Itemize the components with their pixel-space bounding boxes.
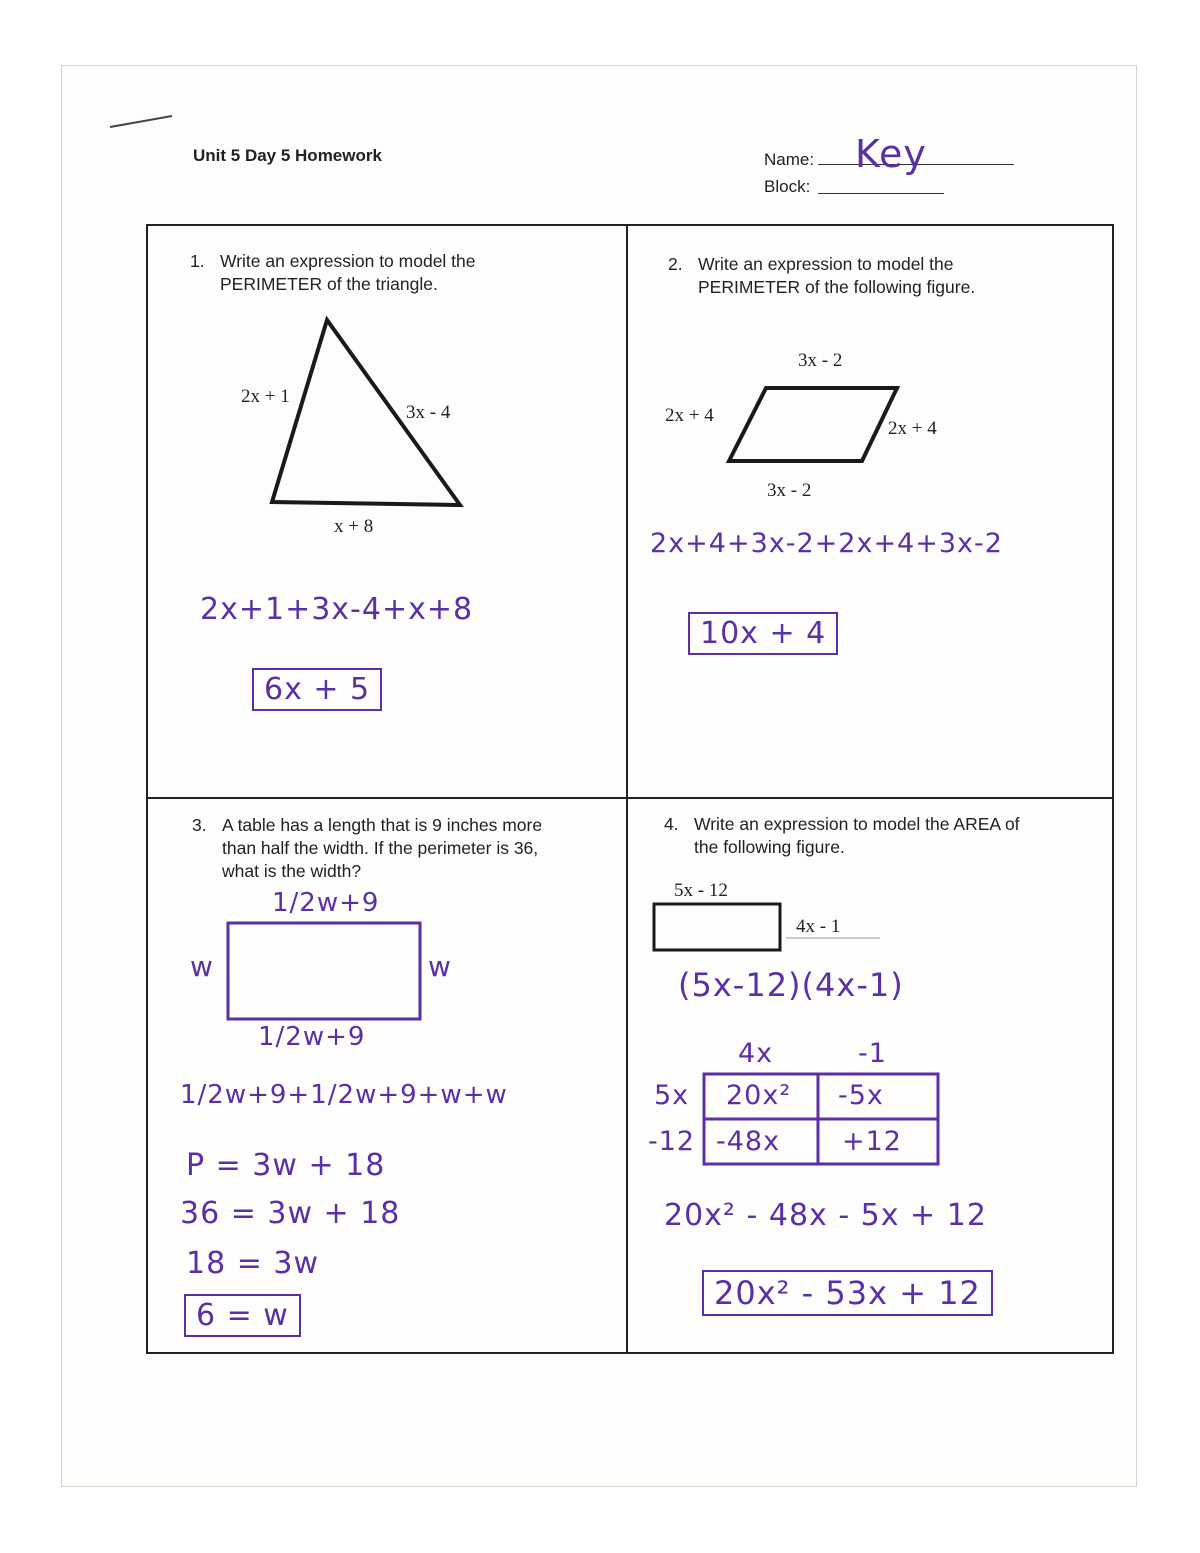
parallelogram-right: 2x + 4 bbox=[888, 418, 937, 439]
area-cell-22: +12 bbox=[842, 1126, 902, 1157]
area-row-1-header: 5x bbox=[654, 1080, 690, 1111]
parallelogram-top: 3x - 2 bbox=[798, 350, 843, 371]
q3-bottom-label: 1/2w+9 bbox=[258, 1022, 366, 1052]
q1-answer-box: 6x + 5 bbox=[252, 668, 382, 711]
q3-work-1: 1/2w+9+1/2w+9+w+w bbox=[180, 1080, 508, 1110]
q2-answer-box: 10x + 4 bbox=[688, 612, 838, 655]
worksheet-title: Unit 5 Day 5 Homework bbox=[193, 146, 382, 165]
q3-work-2: P = 3w + 18 bbox=[186, 1148, 386, 1183]
area-width-label: 4x - 1 bbox=[796, 916, 841, 937]
parallelogram-left: 2x + 4 bbox=[665, 405, 714, 426]
question-1-text: 1. Write an expression to model the PERIMETER of the triangle. bbox=[190, 251, 476, 294]
q3-answer-box: 6 = w bbox=[184, 1294, 301, 1337]
q2-work: 2x+4+3x-2+2x+4+3x-2 bbox=[650, 528, 1003, 559]
q3-work-3: 36 = 3w + 18 bbox=[180, 1196, 401, 1231]
area-cell-12: -5x bbox=[838, 1080, 884, 1111]
q3-work-4: 18 = 3w bbox=[186, 1246, 320, 1281]
triangle-side-right: 3x - 4 bbox=[406, 402, 451, 423]
name-label: Name: bbox=[764, 150, 815, 169]
triangle-side-left: 2x + 1 bbox=[241, 386, 290, 407]
q4-work-2: 20x² - 48x - 5x + 12 bbox=[664, 1198, 987, 1233]
q3-top-label: 1/2w+9 bbox=[272, 888, 380, 918]
question-3-text: 3. A table has a length that is 9 inches more than half the width. If the perimeter is 36, what is the width? bbox=[192, 815, 543, 881]
name-value: Key bbox=[855, 132, 927, 176]
q4-answer-box: 20x² - 53x + 12 bbox=[702, 1270, 993, 1316]
question-4-text: 4. Write an expression to model the AREA of the following figure. bbox=[664, 814, 1020, 857]
q1-work: 2x+1+3x-4+x+8 bbox=[200, 592, 474, 627]
area-col-2-header: -1 bbox=[858, 1038, 887, 1069]
area-col-1-header: 4x bbox=[738, 1038, 774, 1069]
parallelogram-bottom: 3x - 2 bbox=[767, 480, 812, 501]
area-cell-11: 20x² bbox=[726, 1080, 792, 1111]
q3-left-label: w bbox=[190, 950, 214, 983]
block-label: Block: bbox=[764, 177, 811, 196]
area-cell-21: -48x bbox=[716, 1126, 781, 1157]
area-row-2-header: -12 bbox=[648, 1126, 696, 1157]
area-length-label: 5x - 12 bbox=[674, 880, 728, 901]
q4-work-1: (5x-12)(4x-1) bbox=[678, 966, 904, 1004]
q3-right-label: w bbox=[428, 950, 452, 983]
triangle-side-bottom: x + 8 bbox=[334, 516, 374, 537]
question-2-text: 2. Write an expression to model the PERIMETER of the following figure. bbox=[668, 254, 976, 297]
